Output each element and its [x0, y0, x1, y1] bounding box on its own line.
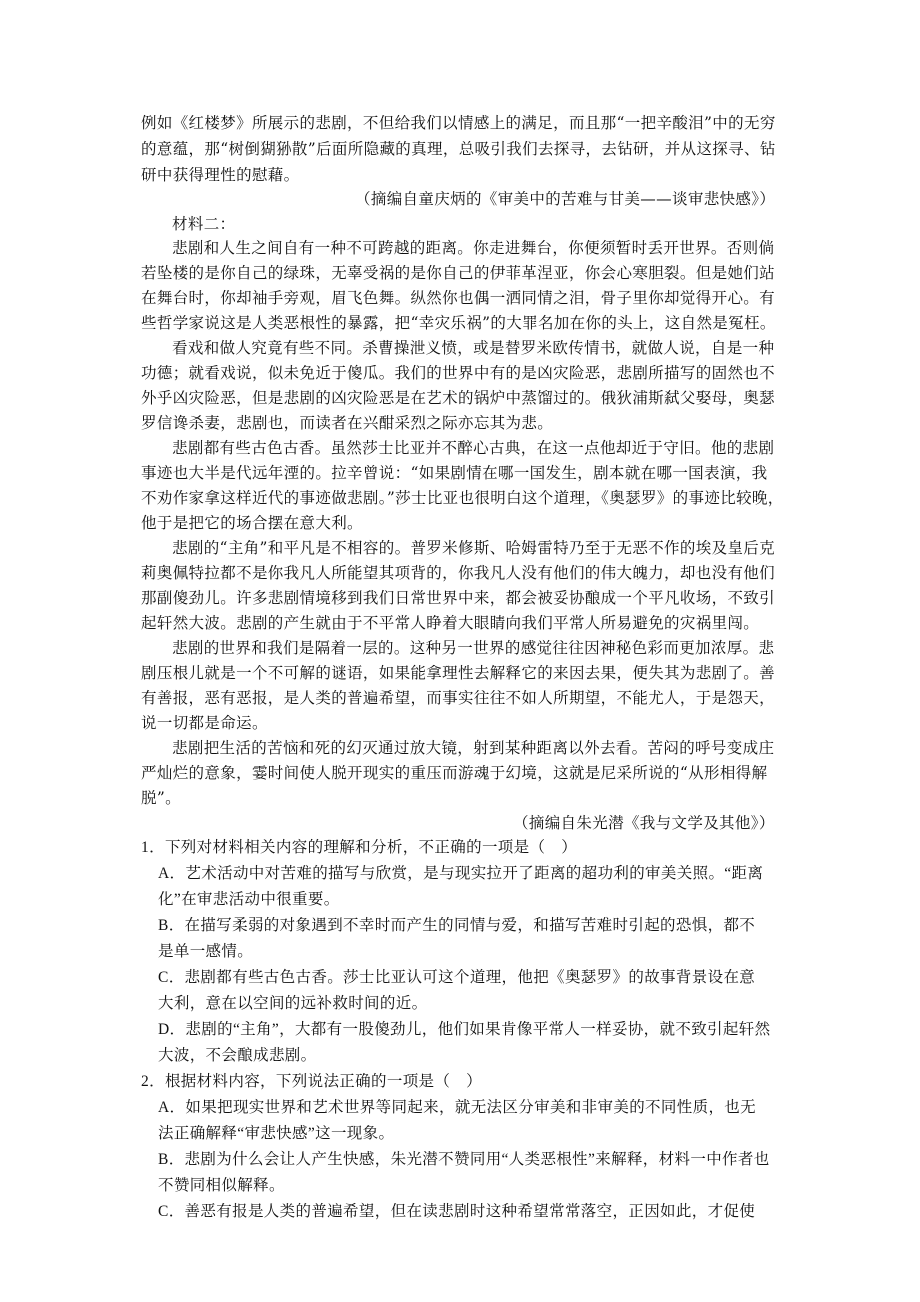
- paragraph-line: 悲剧和人生之间自有一种不可跨越的距离。你走进舞台，你便须暂时丢开世界。否则倘: [172, 239, 775, 257]
- paragraph-line: 严灿烂的意象，霎时间使人脱开现实的重压而游魂于幻境，这就是尼采所说的“从形相得解: [141, 764, 768, 782]
- paragraph-line: 那副傻劲儿。许多悲剧情境移到我们日常世界中来，都会被妥协酿成一个平凡收场，不致引: [141, 589, 776, 607]
- paragraph-line: 不劝作家拿这样近代的事迹做悲剧。”莎士比亚也很明白这个道理，《奥瑟罗》的事迹比较晚，: [141, 489, 784, 507]
- paragraph-line: 悲剧的世界和我们是隔着一层的。这种另一世界的感觉往往因神秘色彩而更加浓厚。悲: [172, 639, 775, 657]
- paragraph-line: 罗信谗杀妻，悲剧也，而读者在兴酣采烈之际亦忘其为悲。: [141, 414, 554, 432]
- paragraph-line: 功德；就看戏说，似未免近于傻瓜。我们的世界中有的是凶灾险恶，悲剧所描写的固然也不: [141, 364, 776, 382]
- paragraph-line: 悲剧的“主角”和平凡是不相容的。普罗米修斯、哈姆雷特乃至于无恶不作的埃及皇后克: [172, 539, 776, 557]
- question-2-stem: 2．根据材料内容，下列说法正确的一项是（ ）: [141, 1073, 482, 1090]
- paragraph-line: 悲剧把生活的苦恼和死的幻灭通过放大镜，射到某种距离以外去看。苦闷的呼号变成庄: [172, 739, 775, 757]
- paragraph-line: 悲剧都有些古色古香。虽然莎士比亚并不醉心古典，在这一点他却近于守旧。他的悲剧: [172, 439, 775, 457]
- material-one-line-1: 例如《红楼梦》所展示的悲剧，不但给我们以情感上的满足，而且那“一把辛酸泪”中的无穷: [141, 114, 776, 132]
- question-1-option-c-cont: 大利，意在以空间的远补救时间的近。: [158, 995, 428, 1012]
- question-2-option-a-cont: 法正确解释“审悲快感”这一现象。: [158, 1125, 395, 1142]
- paragraph-line: 他于是把它的场合摆在意大利。: [141, 514, 363, 532]
- paragraph-line: 有善报，恶有恶报，是人类的普遍希望，而事实往往不如人所期望，不能尤人，于是怨天，: [141, 689, 776, 707]
- question-1-option-d: D．悲剧的“主角”，大都有一股傻劲儿，他们如果肯像平常人一样妥协，就不致引起轩然: [158, 1021, 771, 1038]
- material-one-line-2: 的意蕴，那“树倒猢狲散”后面所隐藏的真理，总吸引我们去探寻，去钻研，并从这探寻、钻: [141, 140, 776, 158]
- paragraph-line: 脱”。: [141, 789, 181, 807]
- question-2-option-b-cont: 不赞同相似解释。: [158, 1177, 285, 1194]
- question-1-option-a-cont: 化”在审悲活动中很重要。: [158, 891, 340, 908]
- paragraph-line: 剧压根儿就是一个不可解的谜语，如果能拿理性去解释它的来因去果，便失其为悲剧了。善: [141, 664, 776, 682]
- question-1-option-c: C．悲剧都有些古色古香。莎士比亚认可这个道理，他把《奥瑟罗》的故事背景设在意: [158, 969, 756, 986]
- question-1-option-b: B．在描写柔弱的对象遇到不幸时而产生的同情与爱，和描写苦难时引起的恐惧，都不: [158, 917, 756, 934]
- question-1-option-a: A．艺术活动中对苦难的描写与欣赏，是与现实拉开了距离的超功利的审美关照。“距离: [158, 865, 764, 882]
- material-one-line-3: 研中获得理性的慰藉。: [141, 166, 300, 184]
- material-one-source: （摘编自童庆炳的《审美中的苦难与甘美——谈审悲快感》）: [355, 190, 776, 208]
- paragraph-line: 看戏和做人究竟有些不同。杀曹操泄义愤，或是替罗米欧传情书，就做人说，自是一种: [172, 339, 775, 357]
- paragraph-line: 起轩然大波。悲剧的产生就由于不平常人睁着大眼睛向我们平常人所易避免的灾祸里闯。: [141, 614, 760, 632]
- question-2-option-a: A．如果把现实世界和艺术世界等同起来，就无法区分审美和非审美的不同性质，也无: [158, 1099, 756, 1116]
- question-1-option-b-cont: 是单一感情。: [158, 943, 254, 960]
- question-1-stem: 1．下列对材料相关内容的理解和分析，不正确的一项是（ ）: [141, 839, 578, 856]
- paragraph-line: 莉奥佩特拉都不是你我凡人所能望其项背的，你我凡人没有他们的伟大魄力，却也没有他们: [141, 564, 776, 582]
- material-two-heading: 材料二：: [172, 215, 236, 233]
- paragraph-line: 外乎凶灾险恶，但是悲剧的凶灾险恶是在艺术的锅炉中蒸馏过的。俄狄浦斯弑父娶母，奥瑟: [141, 389, 776, 407]
- paragraph-line: 事迹也大半是代远年湮的。拉辛曾说：“如果剧情在哪一国发生，剧本就在哪一国表演，我: [141, 464, 768, 482]
- paragraph-line: 在舞台时，你却袖手旁观，眉飞色舞。纵然你也偶一洒同情之泪，骨子里你却觉得开心。有: [141, 289, 776, 307]
- paragraph-line: 些哲学家说这是人类恶根性的暴露，把“幸灾乐祸”的大罪名加在你的头上，这自然是冤枉。: [141, 314, 776, 332]
- paragraph-line: 若坠楼的是你自己的绿珠，无辜受祸的是你自己的伊菲革涅亚，你会心寒胆裂。但是她们站: [141, 264, 776, 282]
- question-2-option-c: C．善恶有报是人类的普遍希望，但在读悲剧时这种希望常常落空，正因如此，才促使: [158, 1203, 756, 1220]
- question-1-option-d-cont: 大波，不会酿成悲剧。: [158, 1047, 317, 1064]
- paragraph-line: 说一切都是命运。: [141, 714, 268, 732]
- question-2-option-b: B．悲剧为什么会让人产生快感，朱光潜不赞同用“人类恶根性”来解释，材料一中作者也: [158, 1151, 770, 1168]
- material-two-source: （摘编自朱光潜《我与文学及其他》）: [513, 814, 775, 832]
